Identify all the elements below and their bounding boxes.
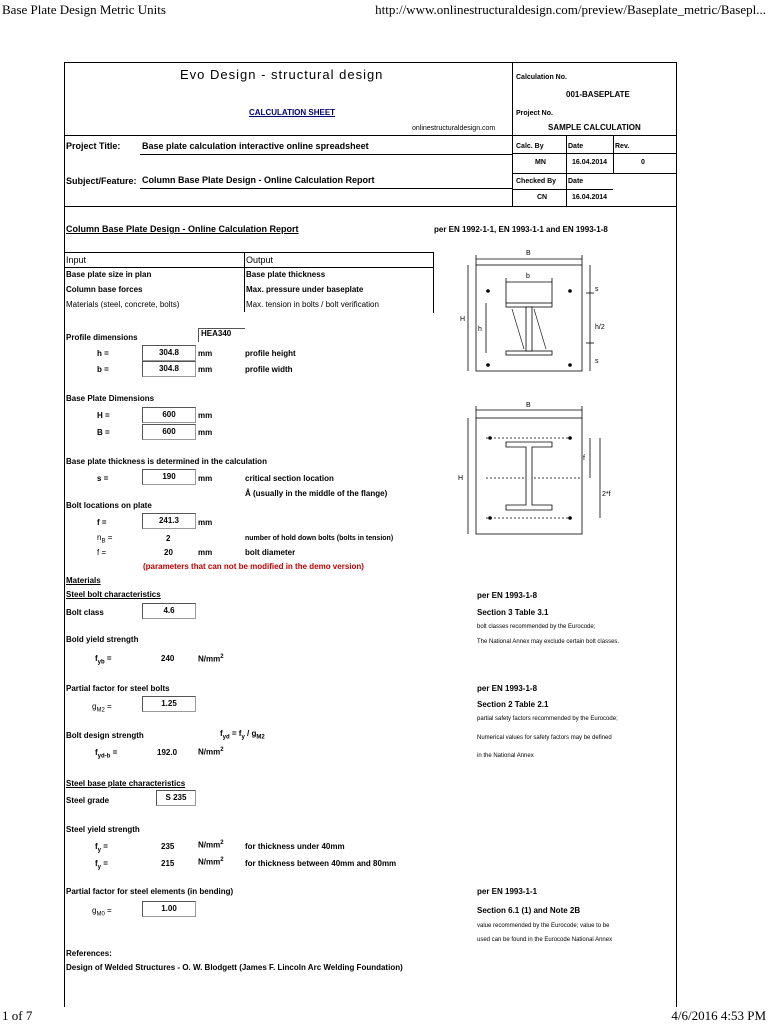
gm2-value: 1.25 [142, 696, 196, 712]
fy2-label-f: f [95, 859, 98, 868]
subject: Column Base Plate Design - Online Calculation Report [142, 175, 375, 185]
fyd-label-f: f [95, 748, 98, 757]
fy2-label-eq: = [101, 859, 108, 868]
header-col-divider [512, 62, 513, 206]
gm2-label-sub: M2 [96, 707, 105, 714]
label-s2: s [595, 358, 599, 365]
label-B: B [526, 250, 531, 257]
checked-divider [512, 189, 613, 190]
b-unit: mm [198, 365, 213, 374]
partial-factor-steel-label: Partial factor for steel elements (in bending) [66, 887, 234, 896]
fyb-value: 240 [161, 654, 175, 663]
checked-by-label: Checked By [516, 178, 557, 185]
fyd-unit [198, 747, 224, 757]
page-header-url: http://www.onlinestructuraldesign.com/preview/Baseplate_metric/Basepl... [375, 2, 766, 17]
project-no-label: Project No. [516, 110, 553, 117]
steel-bolt-label: Steel bolt characteristics [66, 590, 161, 599]
d-label: f = [97, 548, 107, 557]
label-2f: 2*f [602, 491, 611, 498]
gm0-label [92, 906, 112, 918]
gm0-value: 1.00 [142, 901, 196, 917]
ref3-a: per EN 1993-1-1 [477, 887, 538, 896]
fyb-label-f: f [95, 654, 98, 663]
ref2-b: Section 2 Table 2.1 [477, 700, 549, 709]
fy2-desc: for thickness between 40mm and 80mm [245, 859, 397, 868]
fyd-unit-text: N/mm [198, 747, 221, 757]
plate-yield-label: Steel yield strength [66, 825, 140, 834]
gm0-label-eq: = [104, 906, 112, 915]
fy2-label-sub: y [97, 864, 102, 871]
nb-value: 2 [166, 534, 171, 543]
f-value: 241.3 [142, 513, 196, 529]
ref1-b: Section 3 Table 3.1 [477, 608, 549, 617]
bolt-class-value: 4.6 [142, 603, 196, 619]
io-output-row-2: Max. pressure under baseplate [246, 285, 364, 294]
label-h: h [478, 326, 482, 333]
fy2-unit [198, 857, 224, 867]
ref2-e: in the National Annex [477, 753, 534, 759]
ref1-a: per EN 1993-1-8 [477, 591, 538, 600]
ref1-d: The National Annex may exclude certain bolt classes. [477, 639, 620, 645]
checked-date: 16.04.2014 [572, 194, 608, 201]
s-unit: mm [198, 474, 213, 483]
h-unit: mm [198, 349, 213, 358]
subject-label: Subject/Feature: [66, 176, 137, 186]
ref3-b: Section 6.1 (1) and Note 2B [477, 906, 581, 915]
H-value: 600 [142, 407, 196, 423]
gm2-label-g: g [92, 702, 97, 711]
project-no: SAMPLE CALCULATION [548, 123, 641, 132]
sheet-frame-right [676, 62, 677, 1007]
header-divider [64, 135, 677, 136]
i-beam-section [506, 303, 552, 355]
checked-date-label: Date [568, 178, 584, 185]
ref1-c: bolt classes recommended by the Eurocode; [477, 624, 596, 630]
fy2-label [95, 859, 108, 871]
date-label: Date [568, 143, 584, 150]
bolt-class-label: Bolt class [66, 608, 104, 617]
io-output-row-3: Max. tension in bolts / bolt verification [246, 300, 379, 309]
materials-label: Materials [66, 576, 101, 585]
checked-by: CN [537, 194, 548, 201]
project-title-label: Project Title: [66, 141, 121, 151]
s-value: 190 [142, 469, 196, 485]
s-desc-2: Â (usually in the middle of the flange) [245, 489, 388, 498]
website: onlinestructuraldesign.com [412, 125, 496, 132]
sheet-frame-left [64, 62, 65, 1007]
header-bottom [64, 206, 677, 207]
fy1-label-eq: = [101, 842, 108, 851]
calc-by: MN [535, 159, 546, 166]
baseplate-diagram-bottom [440, 398, 615, 548]
fy2-value: 215 [161, 859, 175, 868]
fy1-desc: for thickness under 40mm [245, 842, 345, 851]
ref2-c: partial safety factors recommended by the Eurocode; [477, 716, 618, 722]
steel-grade-value: S 235 [156, 790, 196, 806]
steel-grade-label: Steel grade [66, 796, 110, 805]
rev-label: Rev. [615, 143, 630, 150]
d-unit: mm [198, 548, 213, 557]
references-label: References: [66, 949, 112, 958]
fy1-label [95, 842, 108, 854]
label-f: f [583, 455, 585, 462]
report-title: Column Base Plate Design - Online Calculation Report [66, 224, 299, 234]
fyb-unit [198, 654, 224, 664]
s-desc-1: critical section location [245, 474, 334, 483]
baseplate-diagram-top [440, 245, 615, 405]
bolt-yield-label: Bold yield strength [66, 635, 139, 644]
calc-no-label: Calculation No. [516, 74, 567, 81]
io-header-line [64, 267, 433, 268]
fyd-formula: $f_{yd} = f_y / g_{M2}$ [220, 729, 265, 741]
ref2-a: per EN 1993-1-8 [477, 684, 538, 693]
f-label: f = [97, 518, 107, 527]
thickness-label: Base plate thickness is determined in the calculation [66, 457, 267, 466]
fyd-unit-sup: 2 [220, 747, 224, 753]
page-header-title: Base Plate Design Metric Units [2, 2, 166, 17]
io-col-line [244, 252, 245, 312]
fyd-label-sub: yd-b [97, 753, 111, 760]
bolt-4 [568, 363, 572, 367]
h-label: h = [97, 349, 109, 358]
H-unit: mm [198, 411, 213, 420]
title-underline [140, 154, 512, 155]
label-b: b [526, 273, 530, 280]
header-rev-col [613, 135, 614, 173]
io-output-header: Output [246, 255, 274, 265]
B-unit: mm [198, 428, 213, 437]
fyb-label-eq: = [104, 654, 112, 663]
io-input-row-2: Column base forces [66, 285, 143, 294]
company-name: Evo Design - structural design [180, 67, 384, 82]
fy2-unit-sup: 2 [220, 857, 224, 863]
nb-label-eq: = [105, 533, 113, 542]
fy1-unit-sup: 2 [220, 840, 224, 846]
partial-factor-bolts-label: Partial factor for steel bolts [66, 684, 170, 693]
fy1-value: 235 [161, 842, 175, 851]
reference-item-1: Design of Welded Structures - O. W. Blodgett (James F. Lincoln Arc Welding Foundation) [66, 963, 403, 972]
fyd-formula-sub: yd [222, 734, 230, 741]
page-footer-datetime: 4/6/2016 4:53 PM [671, 1008, 766, 1023]
fyd-label [95, 748, 117, 760]
ref2-d: Numerical values for safety factors may be defined [477, 735, 612, 741]
b-label: b = [97, 365, 109, 374]
nb-desc: number of hold down bolts (bolts in tension) [245, 535, 394, 542]
fyd-formula-sub3: M2 [256, 734, 265, 741]
bolt-6 [568, 436, 572, 440]
fyd-formula-sub2: y [241, 734, 245, 741]
subject-underline [140, 188, 512, 189]
profile-name: HEA340 [198, 328, 245, 342]
fyb-label [95, 654, 112, 666]
profile-label: Profile dimensions [66, 333, 138, 342]
calc-by-label: Calc. By [516, 143, 544, 150]
f-unit: mm [198, 518, 213, 527]
steel-plate-label: Steel base plate characteristics [66, 779, 186, 788]
h-desc: profile height [245, 349, 296, 358]
fyb-label-sub: yb [97, 659, 105, 666]
report-standards: per EN 1992-1-1, EN 1993-1-1 and EN 1993-1-8 [434, 225, 608, 234]
page-footer-page: 1 of 7 [2, 1008, 33, 1023]
nb-label [97, 533, 112, 545]
calc-date: 16.04.2014 [572, 159, 608, 166]
gm0-label-g: g [92, 906, 97, 915]
ref3-d: used can be found in the Eurocode National Annex [477, 937, 613, 943]
bolt-7 [488, 516, 492, 520]
bolts-label: Bolt locations on plate [66, 501, 152, 510]
gm0-label-sub: M0 [96, 911, 105, 918]
d-desc: bolt diameter [245, 548, 296, 557]
label-H: H [460, 316, 466, 323]
io-input-row-3: Materials (steel, concrete, bolts) [66, 300, 180, 309]
demo-note: (parameters that can not be modified in the demo version) [143, 562, 364, 571]
bolt-3 [486, 363, 490, 367]
B-label: B = [97, 428, 110, 437]
gm2-label [92, 702, 112, 714]
header-date-col [566, 135, 567, 206]
header-checked-divider [512, 173, 677, 174]
B-value: 600 [142, 424, 196, 440]
bolt-design-label: Bolt design strength [66, 731, 144, 740]
gm2-label-eq: = [104, 702, 112, 711]
fy2-unit-text: N/mm [198, 857, 221, 867]
fy1-unit [198, 840, 224, 850]
s-label: s = [97, 474, 109, 483]
sheet-frame-top [64, 62, 677, 63]
project-title: Base plate calculation interactive online spreadsheet [142, 141, 369, 151]
base-plate-label: Base Plate Dimensions [66, 394, 155, 403]
fy1-label-f: f [95, 842, 98, 851]
bolt-1 [486, 289, 490, 293]
ref3-c: value recommended by the Eurocode; value to be [477, 923, 610, 929]
H-label: H = [97, 411, 110, 420]
fyb-unit-sup: 2 [220, 654, 224, 660]
bolt-8 [568, 516, 572, 520]
label-B-2: B [526, 402, 531, 409]
fy1-unit-text: N/mm [198, 840, 221, 850]
d-value: 20 [164, 548, 173, 557]
fyb-unit-text: N/mm [198, 654, 221, 664]
fyd-label-eq: = [110, 748, 118, 757]
io-input-header: Input [66, 255, 87, 265]
label-H-2: H [458, 475, 464, 482]
io-output-row-1: Base plate thickness [246, 270, 326, 279]
calc-no: 001-BASEPLATE [566, 90, 630, 99]
bolt-2 [568, 289, 572, 293]
calc-by-divider [512, 153, 677, 154]
fy1-label-sub: y [97, 847, 102, 854]
fyd-value: 192.0 [157, 748, 178, 757]
io-input-row-1: Base plate size in plan [66, 270, 152, 279]
label-s: s [595, 286, 599, 293]
bolt-5 [488, 436, 492, 440]
i-beam-section-2 [506, 442, 552, 510]
nb-label-n: n [97, 533, 102, 542]
calculation-sheet-link[interactable]: CALCULATION SHEET [249, 108, 336, 117]
rev: 0 [641, 159, 645, 166]
b-desc: profile width [245, 365, 293, 374]
fyd-formula-f: f [220, 729, 223, 738]
b-value: 304.8 [142, 361, 196, 377]
h-value: 304.8 [142, 345, 196, 361]
nb-label-sub: B [101, 538, 106, 545]
label-hd2: h/2 [595, 324, 605, 331]
